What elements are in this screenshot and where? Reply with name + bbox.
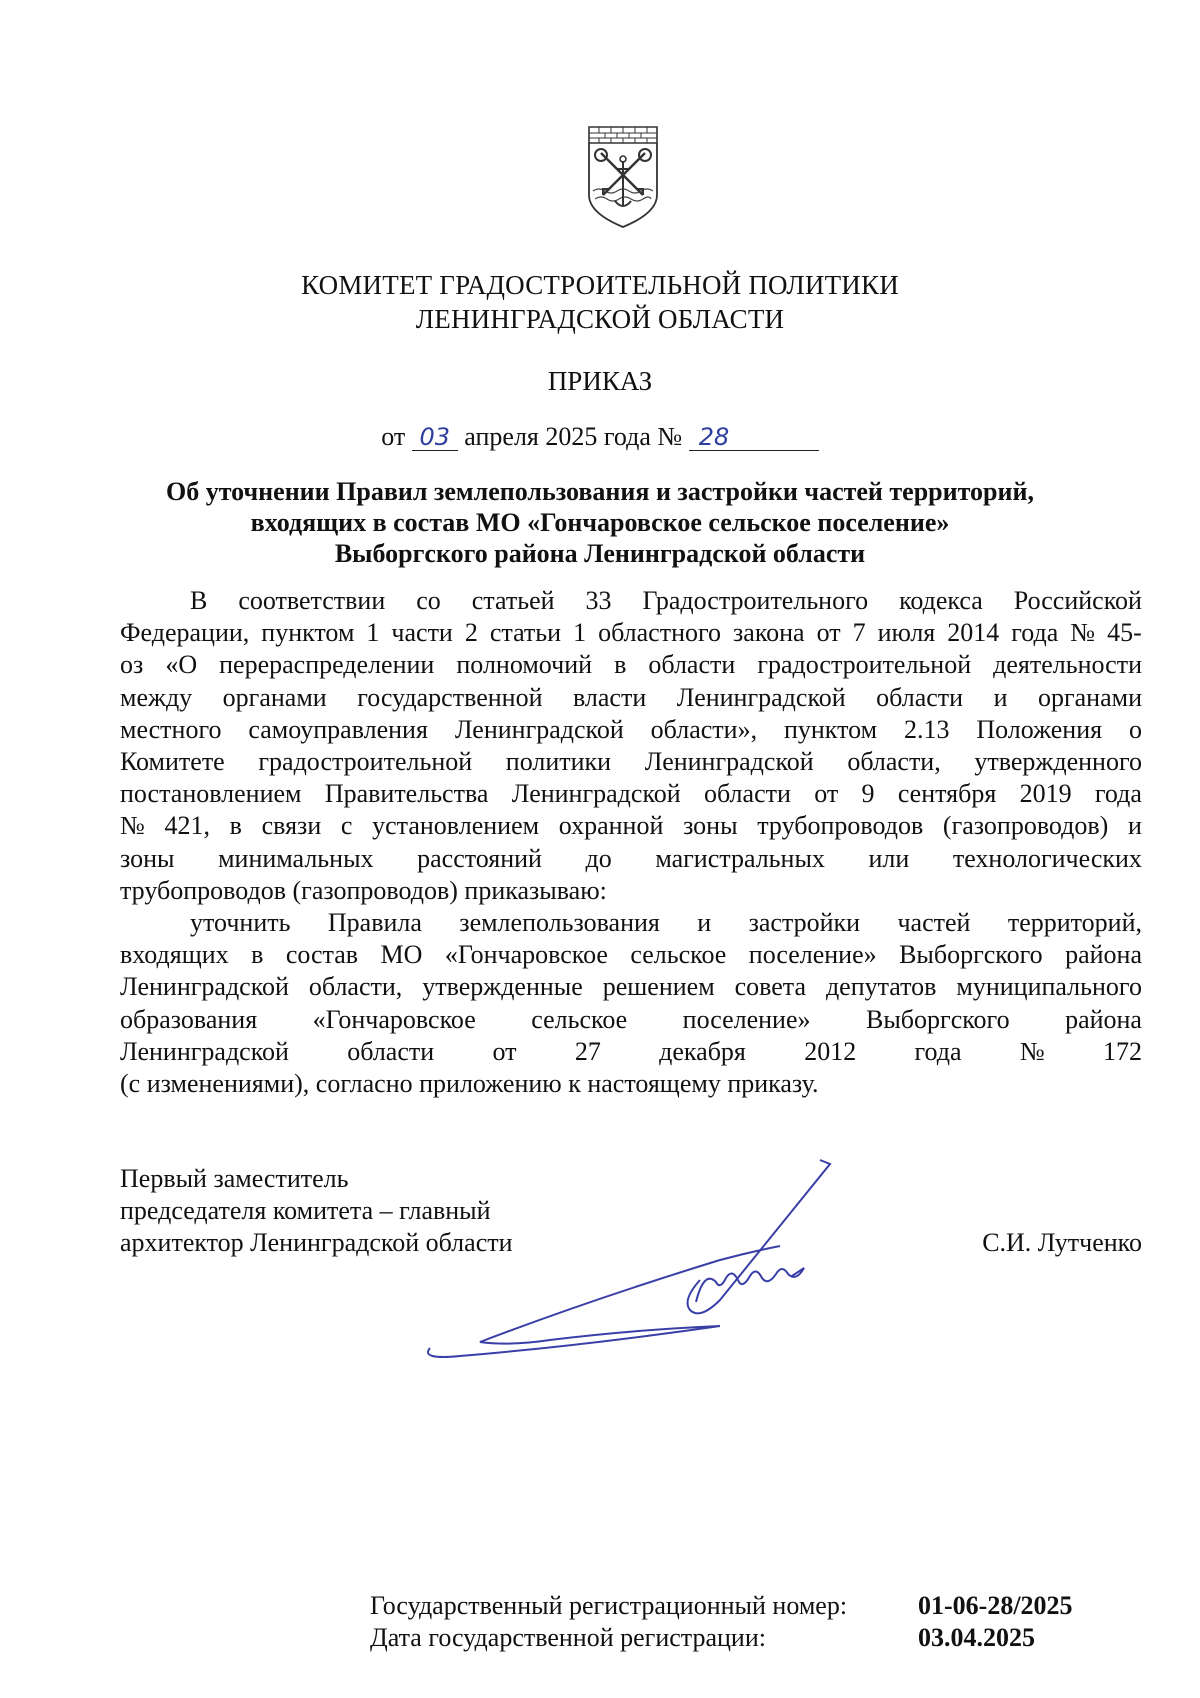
body-word: от <box>816 618 841 648</box>
body-line <box>120 843 1142 875</box>
body-word: 2014 <box>947 618 1000 648</box>
body-word: года <box>1011 618 1059 648</box>
body-word: и <box>697 908 712 938</box>
body-word: магистральных <box>655 843 825 873</box>
body-word: Положения <box>976 714 1103 744</box>
body-word: Выборгского <box>899 940 1043 970</box>
position-line: Первый заместитель <box>120 1164 349 1193</box>
body-word: года <box>1094 779 1142 809</box>
body-word: 7 <box>852 618 866 648</box>
body-word: частей <box>897 908 971 938</box>
body-word: поселение» <box>748 940 877 970</box>
body-word: совета <box>734 972 807 1002</box>
title-line: Выборгского района Ленинградской области <box>334 539 866 568</box>
body-word: «О <box>165 650 198 680</box>
body-word: государственной <box>357 682 543 712</box>
body-line <box>120 1036 1142 1068</box>
body-word: от <box>492 1036 517 1066</box>
date-prefix: от <box>381 422 406 451</box>
body-word: 33 <box>585 586 612 615</box>
body-word: со <box>416 586 441 615</box>
body-word: Правительства <box>324 779 489 809</box>
body-word: сельское <box>630 940 727 970</box>
body-line <box>120 714 1142 746</box>
body-word: трубопроводов <box>757 811 924 841</box>
body-word: власти <box>572 682 647 712</box>
date-line <box>0 422 1200 452</box>
body-word: и <box>1128 811 1142 841</box>
body-word: района <box>1065 1004 1142 1034</box>
body-word: полномочий <box>456 650 593 680</box>
body-word: территорий, <box>1007 908 1142 938</box>
body-word: 2.13 <box>903 714 950 744</box>
body-line <box>120 778 1142 810</box>
body-line <box>120 585 1142 617</box>
body-line <box>120 939 1142 971</box>
registration-number-value: 01-06-28/2025 <box>918 1591 1073 1620</box>
signatory-name: С.И. Лутченко <box>982 1228 1142 1257</box>
body-word: Комитете <box>120 747 225 777</box>
body-word: деятельности <box>993 650 1142 680</box>
body-word: градостроительной <box>757 650 972 680</box>
body-word: декабря <box>659 1036 746 1066</box>
body-word: в <box>251 940 264 970</box>
body-word: № <box>120 811 145 841</box>
org-name-line-2: ЛЕНИНГРАДСКОЙ ОБЛАСТИ <box>415 304 785 334</box>
body-word: решением <box>602 972 715 1002</box>
body-word: органами <box>222 682 327 712</box>
position-line: архитектор Ленинградской области <box>120 1228 513 1257</box>
body-word: с <box>340 811 353 841</box>
body-line <box>120 810 1142 842</box>
body-word: МО <box>380 940 423 970</box>
body-word: 2019 <box>1019 779 1072 809</box>
body-word: 45- <box>1107 618 1142 648</box>
date-day-handwritten: 03 <box>412 424 458 451</box>
body-word: утвержденного <box>974 747 1142 777</box>
body-line <box>120 649 1142 681</box>
body-word: 421, <box>164 811 210 841</box>
body-line: (с изменениями), согласно приложению к настоящему приказу. <box>120 1069 819 1099</box>
registration-number-label: Государственный регистрационный номер: <box>370 1591 848 1620</box>
body-word: «Гончаровское <box>312 1004 476 1034</box>
body-word: депутатов <box>825 972 937 1002</box>
body-word: самоуправления <box>248 714 428 744</box>
body-word: № <box>1019 1036 1045 1066</box>
body-word: области, <box>847 747 941 777</box>
body-word: охранной <box>558 811 664 841</box>
body-word: между <box>120 682 193 712</box>
body-word: образования <box>120 1004 258 1034</box>
body-word: В <box>190 586 208 615</box>
body-word: о <box>1128 714 1142 744</box>
body-word: области, <box>308 972 403 1002</box>
body-word: июля <box>877 618 936 648</box>
body-word: входящих <box>120 940 229 970</box>
document-type: ПРИКАЗ <box>547 366 653 396</box>
org-name-line-1: КОМИТЕТ ГРАДОСТРОИТЕЛЬНОЙ ПОЛИТИКИ <box>301 270 899 300</box>
body-word: Ленинградской <box>454 714 624 744</box>
body-word: в <box>614 650 627 680</box>
registration-date-value: 03.04.2025 <box>918 1623 1035 1652</box>
body-word: утвержденные <box>422 972 583 1002</box>
registration-labels <box>370 1590 847 1654</box>
date-middle-text: апреля 2025 года № <box>464 422 683 451</box>
body-word: Правила <box>327 908 422 938</box>
body-word: Ленинградской <box>120 1036 289 1066</box>
body-word: зоны <box>120 843 175 873</box>
body-word: до <box>585 843 612 873</box>
body-word: сельское <box>531 1004 628 1034</box>
body-line <box>120 971 1142 1003</box>
body-word: зоны <box>683 811 738 841</box>
body-word: статьей <box>471 586 555 615</box>
body-word: органами <box>1037 682 1142 712</box>
body-word: соответствии <box>238 586 386 615</box>
body-word: области», <box>650 714 758 744</box>
body-word: местного <box>120 714 222 744</box>
body-word: установлением <box>372 811 540 841</box>
title-line: входящих в состав МО «Гончаровское сельское поселение» <box>250 508 950 537</box>
body-word: перераспределении <box>219 650 435 680</box>
body-word: 9 <box>861 779 875 809</box>
body-line <box>120 746 1142 778</box>
body-word: в <box>229 811 242 841</box>
body-word: 2012 <box>804 1036 857 1066</box>
body-word: «Гончаровское <box>444 940 608 970</box>
body-word: уточнить <box>190 908 291 938</box>
body-word: поселение» <box>682 1004 811 1034</box>
body-word: оз <box>120 650 144 680</box>
body-word: области <box>648 650 736 680</box>
body-word: Ленинградской <box>644 747 814 777</box>
body-word: Российской <box>1013 586 1142 615</box>
body-line <box>120 907 1142 939</box>
body-word: области <box>876 682 964 712</box>
body-line <box>120 617 1142 649</box>
coat-of-arms-icon <box>585 125 661 229</box>
body-word: градостроительной <box>258 747 473 777</box>
body-word: землепользования <box>459 908 660 938</box>
body-word: года <box>914 1036 962 1066</box>
order-number-handwritten: 28 <box>689 424 819 451</box>
body-line: трубопроводов (газопроводов) приказываю: <box>120 875 607 905</box>
body-word: 1 <box>366 618 380 648</box>
body-word: района <box>1065 940 1142 970</box>
body-word: Выборгского <box>866 1004 1010 1034</box>
body-word: пунктом <box>783 714 878 744</box>
body-word: № <box>1070 618 1096 648</box>
body-line <box>120 1004 1142 1036</box>
body-word: Федерации, <box>120 618 250 648</box>
title-line: Об уточнении Правил землепользования и застройки частей территорий, <box>166 477 1034 506</box>
registration-date-label: Дата государственной регистрации: <box>370 1623 766 1652</box>
handwritten-signature <box>420 1150 920 1370</box>
body-word: политики <box>505 747 612 777</box>
body-word: состав <box>285 940 359 970</box>
body-word: пунктом <box>261 618 355 648</box>
body-word: статьи <box>489 618 562 648</box>
body-word: (газопроводов) <box>942 811 1109 841</box>
body-word: постановлением <box>120 779 302 809</box>
body-word: Ленинградской <box>511 779 681 809</box>
body-word: Ленинградской <box>120 972 289 1002</box>
body-word: области <box>347 1036 435 1066</box>
body-word: муниципального <box>956 972 1142 1002</box>
body-word: части <box>391 618 453 648</box>
body-word: застройки <box>748 908 861 938</box>
body-line <box>120 682 1142 714</box>
body-word: 27 <box>574 1036 601 1066</box>
body-word: 2 <box>464 618 478 648</box>
body-word: 172 <box>1102 1036 1142 1066</box>
body-word: и <box>993 682 1008 712</box>
registration-values <box>918 1590 1073 1654</box>
body-word: области <box>703 779 791 809</box>
position-line: председателя комитета – главный <box>120 1196 491 1225</box>
body-word: кодекса <box>899 586 983 615</box>
body-word: от <box>814 779 839 809</box>
body-word: закона <box>733 618 805 648</box>
document-body <box>120 585 1142 1100</box>
body-word: или <box>868 843 910 873</box>
body-word: расстояний <box>417 843 542 873</box>
body-word: 1 <box>573 618 587 648</box>
body-word: Градостроительного <box>642 586 869 615</box>
body-word: сентября <box>897 779 997 809</box>
body-word: связи <box>261 811 322 841</box>
document-title <box>110 476 1090 569</box>
body-word: минимальных <box>218 843 374 873</box>
body-word: областного <box>598 618 722 648</box>
body-word: Ленинградской <box>676 682 846 712</box>
body-word: технологических <box>952 843 1142 873</box>
